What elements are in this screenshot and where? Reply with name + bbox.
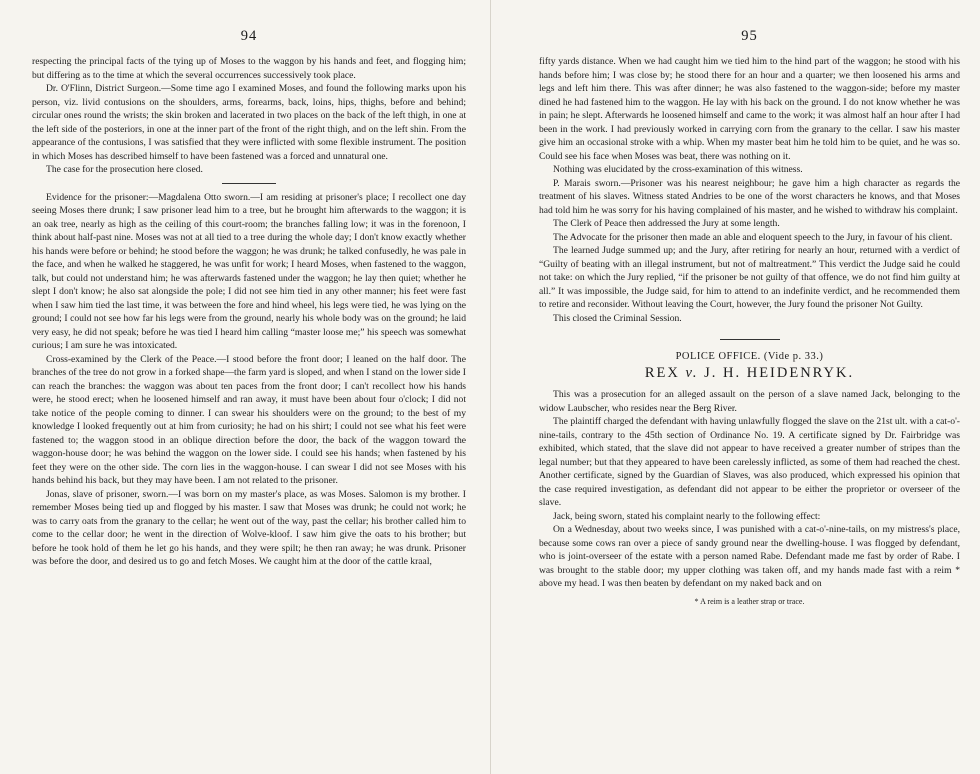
page-number: 95 <box>741 28 758 44</box>
paragraph: The plaintiff charged the defendant with having unlawfully flogged the slave on the 21st ult. with a cat-o'-nine-tails, contrary to the 45th section of Ordinance No. 19. A certificate signed by Dr. Fairbridge was exhibited, which stated, that the slave did not appear to have received a greater number of stripes than the legal number; but that they appeared to have been carelessly inflicted, as some of them had reached the chest. Another certificate, signed by the Guardian of Slaves, was also produced, which expressed his opinion that the case required investigation, as defendant did not appear to be either the proprietor or overseer of the slave. <box>539 416 960 508</box>
paragraph: Cross-examined by the Clerk of the Peace.—I stood before the front door; I leaned on the half door. The branches of the tree do not grow in a forked shape—the farm yard is sloped, and when I stand on the lower side I can reach the branches: the waggon was about ten paces from the front door; I can't recollect how his hands were, he stood erect; when he loosened himself and ran away, it must have been about four o'clock; I did not take notice of the people coming to dinner. I can swear his shoulders were on the ground; to the best of my knowledge I looked frequently out at him from curiosity; he had on his shirt; I could not see what his feet were fastened to; the waggon stood in an oblique direction before the door, the back of the waggon toward the waggon-house door; he was behind the waggon on the lower side. I could see his hands; when fastened by his feet they were on the other side. The corn lies in the waggon-house. I can swear I did not see Moses with his hands behind his back, but they may have been. I am not related to the prisoner. <box>32 353 466 486</box>
case-title-versus: v. <box>685 364 699 381</box>
paragraph: The learned Judge summed up; and the Jury, after retiring for nearly an hour, returned with a verdict of “Guilty of beating with an illegal instrument, but not of maltreatment.” This verdict the Judge said he could not take: on which the Jury replied, “if the prisoner be not guilty of that offence, we do not find him guilty at all.” It was impossible, the Judge said, for him to attend to an indefinite verdict, and he recommended them to retire and reconsider. Without leaving the Court, however, the Jury found the prisoner Not Guilty. <box>539 245 960 310</box>
footnote: * A reim is a leather strap or trace. <box>694 596 805 606</box>
paragraph: respecting the principal facts of the tying up of Moses to the waggon by his hands and feet, and flogging him; but differing as to the time at which the several occurrences successively took place. <box>32 56 466 81</box>
section-divider <box>720 339 780 340</box>
case-title-defendant: J. H. HEIDENRYK. <box>698 364 855 381</box>
paragraph: fifty yards distance. When we had caught him we tied him to the hind part of the waggon; he stood with his hands before him; I was close by; he stood there for an hour and a quarter; we then loosened his arms and legs and left him there. This was after dinner; he was also fastened to the waggon-side; before my master dined he had fastened him to the waggon. He lay with his back on the ground. I do not know whether he was in pain; he slept. Afterwards he loosened himself and came to the work; it was almost half an hour after I had been in the work. I had previously worked in carrying corn from the granary to the cellar. I saw his master give him an occasional stroke with a whip. When my master beat him he told him to be quiet, and he was so. Could see his face when Moses was beat, there was nothing on it. <box>539 56 960 162</box>
paragraph: Jonas, slave of prisoner, sworn.—I was born on my master's place, as was Moses. Salomon is my brother. I remember Moses being tied up and flogged by his master. I saw that Moses was drunk; he could not work; he was to carry oats from the granary to the cellar; he went out of the way, past the cellar; his brother called him to come to the cellar door; he went in the direction of Wolve-kloof. I saw him give the oats to his brother; but before he took hold of them he let go his hands, and they were spilt; he then ran away; he was drunk. Prisoner was before the door, and desired us to go and fetch Moses. We caught him at the door of the cattle kraal, <box>32 488 466 567</box>
paragraph: The Clerk of Peace then addressed the Jury at some length. <box>553 218 780 229</box>
paragraph: P. Marais sworn.—Prisoner was his nearest neighbour; he gave him a high character as regards the treatment of his slaves. Witness stated Andries to be one of the worst characters he knows, and that Moses had told him he was sorry for his having complained of his master, and he wished to withdraw his complaint. <box>539 177 960 216</box>
paragraph: The case for the prosecution here closed. <box>46 164 203 175</box>
paragraph: This closed the Criminal Session. <box>553 312 682 324</box>
paragraph: Evidence for the prisoner:—Magdalena Otto sworn.—I am residing at prisoner's place; I recollect one day seeing Moses there drunk; I saw prisoner lead him to a tree, but he brought him afterwards to the waggon; it is an oak tree, nearly as high as the ceiling of this court-room; the branches falling low; it was in the forenoon, I think about half-past nine. Moses was not at all tied to a tree during the whole day; I don't know exactly whether his hands were before or behind; he stood before the waggon; he was drunk; he talked confusedly, he was pale in the face, and when he walked he staggered, he was unfit for work; I heard Moses, when fastened to the waggon, talk, but could not understand him; he was afterwards fastened under the waggon; he lay then quiet; whether he slept I don't know; he also sat alongside the pole; I did not see him tied in any other manner; his feet were fast when I saw him tied the last time, it was between the fore and hind wheel, his legs were tied, he was lying on the ground; I could not see how far his legs were from the ground, nearly his whole body was on the ground; he laid very easy, he did not speak; before he was tied I heard him calling “master loose me;” his speech was somewhat curious; I am sure he was intoxicated. <box>32 191 466 351</box>
paragraph: This was a prosecution for an alleged assault on the person of a slave named Jack, belonging to the widow Laubscher, who resides near the Berg River. <box>539 389 960 414</box>
paragraph: The Advocate for the prisoner then made an able and eloquent speech to the Jury, in favour of his client. <box>553 231 953 243</box>
page-body <box>539 55 960 608</box>
section-heading: POLICE OFFICE. (Vide p. 33.) <box>675 351 824 362</box>
paragraph: Dr. O'Flinn, District Surgeon.—Some time ago I examined Moses, and found the following marks upon his person, viz. livid contusions on the shoulders, arms, forearms, back, loins, hips, thighs, before and behind; circular ones round the wrists; the skin broken and lacerated in two places on the back of the left thigh, in one at the left side of the posteriors, in one at the inner part of the front of the right thigh, and on the left shin. From the appearance of the contusions, I was satisfied that they were inflicted with some flexible instrument. The position in which Moses has described himself to have been fastened was a forced and unnatural one. <box>32 83 466 162</box>
section-divider <box>222 183 276 184</box>
case-title-plaintiff: REX <box>644 364 686 381</box>
paragraph: Jack, being sworn, stated his complaint nearly to the following effect: <box>553 510 821 522</box>
paragraph: On a Wednesday, about two weeks since, I was punished with a cat-o'-nine-tails, on my mistress's place, because some cows ran over a piece of sandy ground near the dwelling-house. I was flogged by defendant, who is joint-overseer of the estate with a person named Rabe. Defendant made me fast by order of Rabe. I was brought to the stable door; my upper clothing was taken off, and my hands made fast with a reim * above my head. I was then beaten by defendant on my naked back and on <box>539 524 960 589</box>
right-page <box>490 0 980 774</box>
page-body <box>32 55 466 569</box>
page-number: 94 <box>240 28 258 44</box>
paragraph: Nothing was elucidated by the cross-examination of this witness. <box>553 164 803 175</box>
case-title <box>539 364 960 381</box>
